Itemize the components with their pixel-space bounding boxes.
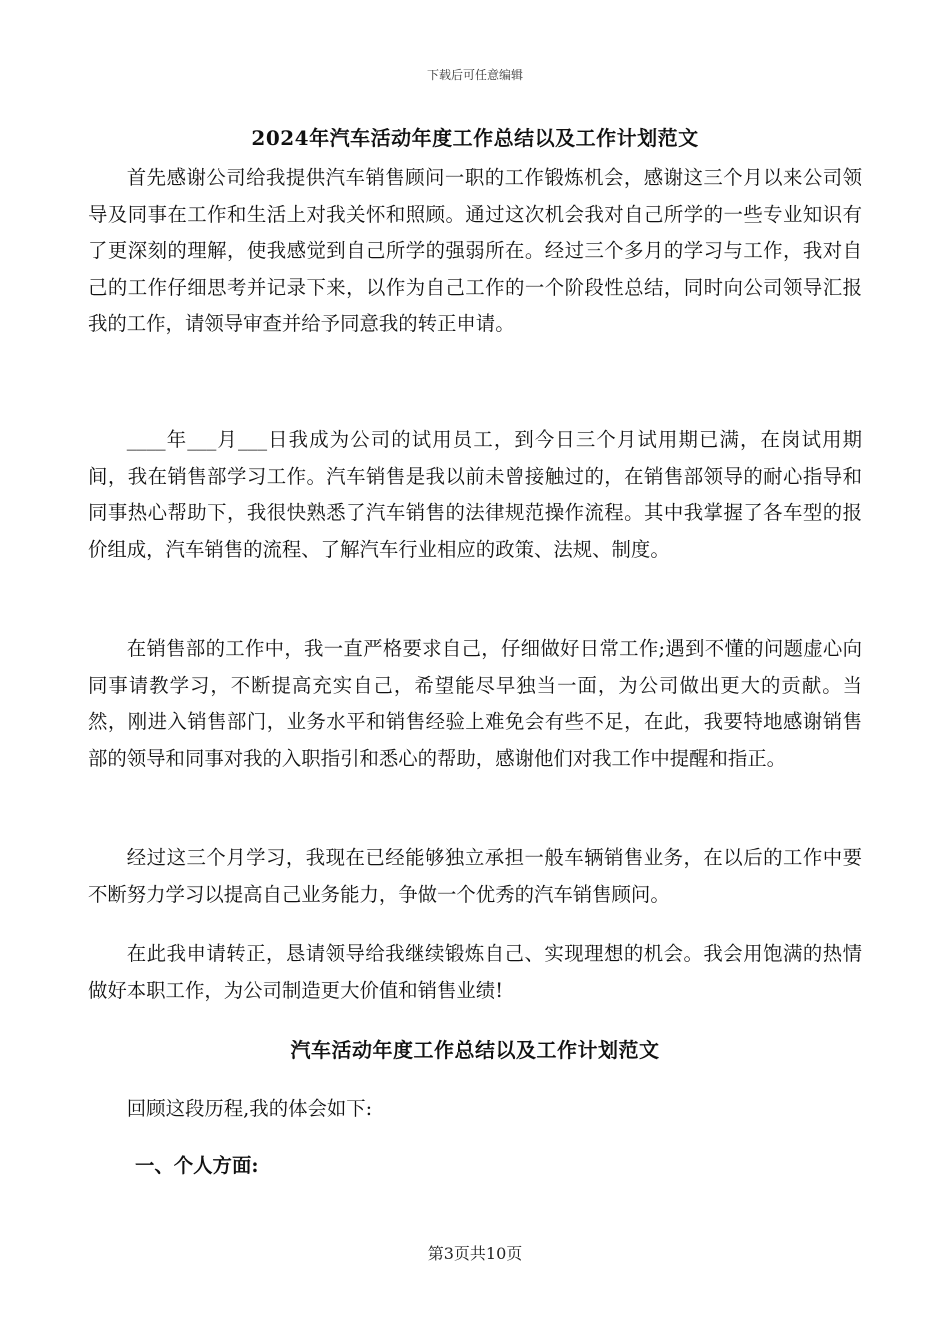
- page-number: 第3页共10页: [427, 1244, 523, 1263]
- paragraph-4-block: [88, 840, 862, 913]
- paragraph-3-block: [88, 631, 862, 777]
- intro-paragraph: 回顾这段历程,我的体会如下:: [126, 1097, 373, 1120]
- paragraph-4: 经过这三个月学习，我现在已经能够独立承担一般车辆销售业务，在以后的工作中要不断努力学习以提高自己业务能力，争做一个优秀的汽车销售顾问。: [88, 846, 862, 906]
- header-note: 下载后可任意编辑: [426, 68, 523, 82]
- paragraph-1-block: [88, 160, 862, 343]
- paragraph-2: ____年___月___日我成为公司的试用员工，到今日三个月试用期已满，在岗试用期间，我在销售部学习工作。汽车销售是我以前未曾接触过的，在销售部领导的耐心指导和同事热心帮助下，我很快熟悉了汽车销售的法律规范操作流程。其中我掌握了各车型的报价组成，汽车销售的流程、了解汽车行业相应的政策、法规、制度。: [88, 428, 862, 561]
- intro-block: [88, 1091, 862, 1128]
- document-title: 2024年汽车活动年度工作总结以及工作计划范文: [251, 126, 699, 150]
- section-heading-personal: 一、个人方面:: [135, 1154, 259, 1177]
- section-title: 汽车活动年度工作总结以及工作计划范文: [290, 1038, 660, 1062]
- paragraph-2-block: [88, 422, 862, 568]
- paragraph-5-block: [88, 936, 862, 1009]
- paragraph-1: 首先感谢公司给我提供汽车销售顾问一职的工作锻炼机会，感谢这三个月以来公司领导及同事在工作和生活上对我关怀和照顾。通过这次机会我对自己所学的一些专业知识有了更深刻的理解，使我感觉到自己所学的强弱所在。经过三个多月的学习与工作，我对自己的工作仔细思考并记录下来，以作为自己工作的一个阶段性总结，同时向公司领导汇报我的工作，请领导审查并给予同意我的转正申请。: [88, 166, 862, 335]
- paragraph-5: 在此我申请转正，恳请领导给我继续锻炼自己、实现理想的机会。我会用饱满的热情做好本职工作，为公司制造更大价值和销售业绩!: [88, 942, 862, 1002]
- paragraph-3: 在销售部的工作中，我一直严格要求自己，仔细做好日常工作;遇到不懂的问题虚心向同事请教学习，不断提高充实自己，希望能尽早独当一面，为公司做出更大的贡献。当然，刚进入销售部门，业务水平和销售经验上难免会有些不足，在此，我要特地感谢销售部的领导和同事对我的入职指引和悉心的帮助，感谢他们对我工作中提醒和指正。: [88, 637, 862, 770]
